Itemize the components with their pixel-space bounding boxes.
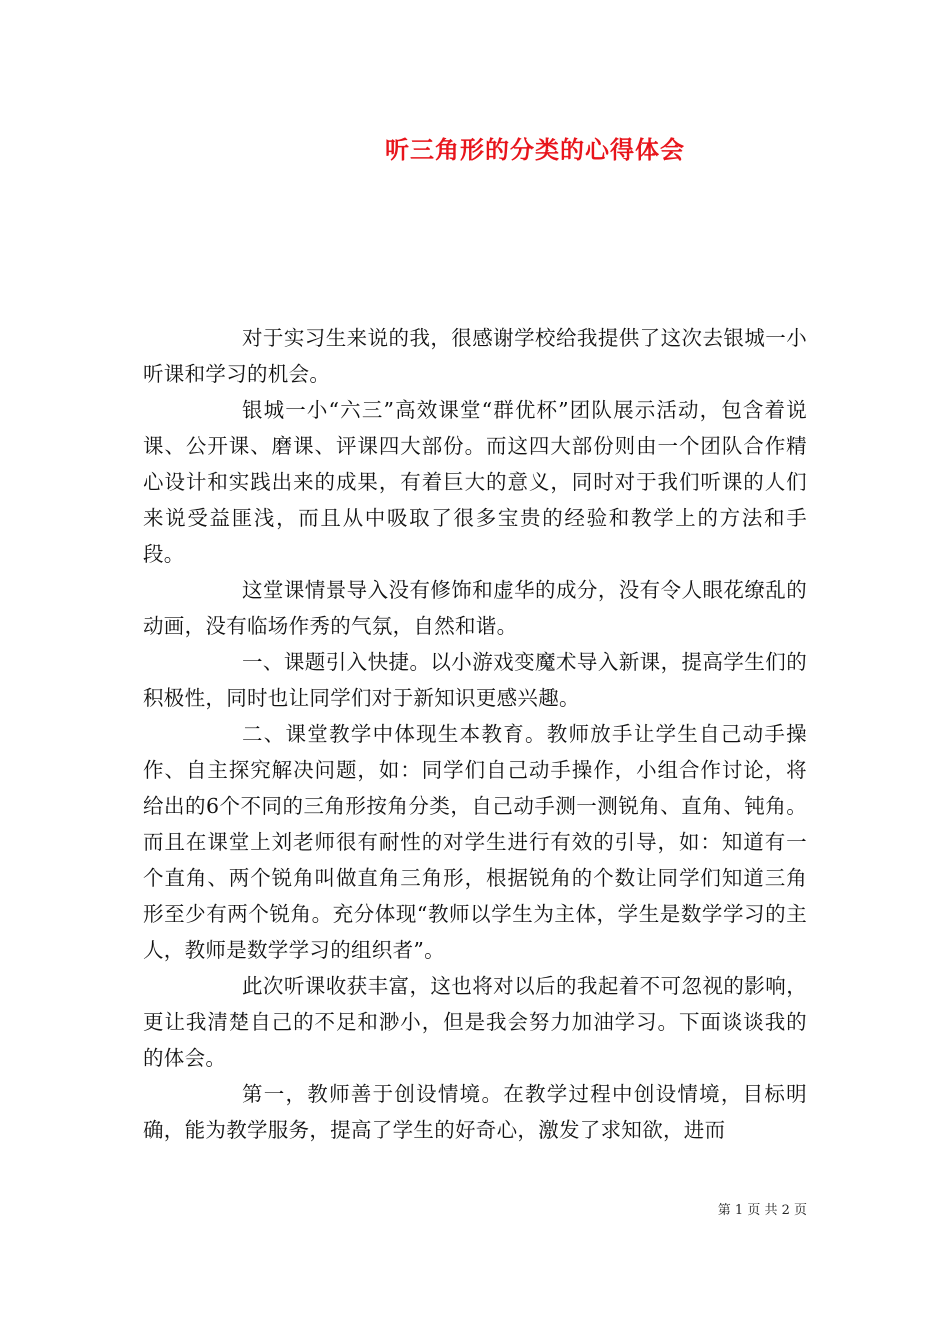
paragraph: 银城一小“六三”高效课堂“群优杯”团队展示活动，包含着说课、公开课、磨课、评课四大部份。而这四大部份则由一个团队合作精心设计和实践出来的成果，有着巨大的意义，同时对于我们听课的人们来说受益匪浅，而且从中吸取了很多宝贵的经验和教学上的方法和手段。 — [143, 398, 807, 566]
page-title: 听三角形的分类的心得体会 — [385, 135, 685, 164]
paragraph: 二、课堂教学中体现生本教育。教师放手让学生自己动手操作、自主探究解决问题，如：同学们自己动手操作，小组合作讨论，将给出的6个不同的三角形按角分类，自己动手测一测锐角、直角、钝角。而且在课堂上刘老师很有耐性的对学生进行有效的引导，如：知道有一个直角、两个锐角叫做直角三角形，根据锐角的个数让同学们知道三角形至少有两个锐角。充分体现“教师以学生为主体，学生是数学学习的主人，教师是数学学习的组织者”。 — [143, 722, 807, 962]
paragraph: 这堂课情景导入没有修饰和虚华的成分，没有令人眼花缭乱的动画，没有临场作秀的气氛，自然和谐。 — [143, 578, 807, 638]
paragraph: 对于实习生来说的我，很感谢学校给我提供了这次去银城一小听课和学习的机会。 — [143, 326, 807, 386]
paragraph: 一、课题引入快捷。以小游戏变魔术导入新课，提高学生们的积极性，同时也让同学们对于新知识更感兴趣。 — [143, 650, 807, 710]
paragraph: 第一，教师善于创设情境。在教学过程中创设情境，目标明确，能为教学服务，提高了学生的好奇心，激发了求知欲，进而 — [143, 1082, 807, 1142]
document-body — [143, 320, 807, 1148]
page-number: 第 1 页 共 2 页 — [717, 1203, 807, 1218]
paragraph: 此次听课收获丰富，这也将对以后的我起着不可忽视的影响，更让我清楚自己的不足和渺小，但是我会努力加油学习。下面谈谈我的的体会。 — [143, 974, 807, 1070]
